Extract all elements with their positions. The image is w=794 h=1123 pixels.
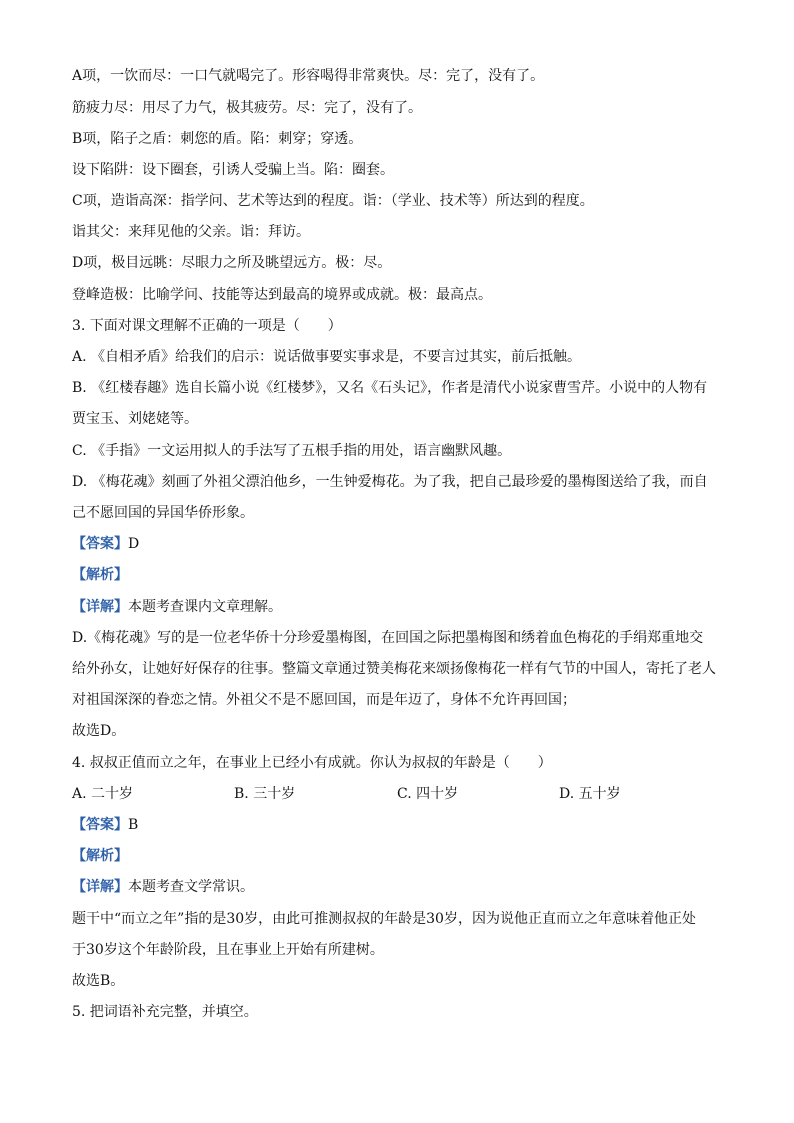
question-4-analysis [72,846,722,866]
question-4-option-b: B. 三十岁 [234,786,296,802]
explanation-a-contrast: 筋疲力尽：用尽了力气，极其疲劳。尽：完了，没有了。 [72,100,422,116]
question-4-conclusion: 故选B。 [72,973,125,989]
analysis-tag: 【解析】 [72,848,128,864]
question-4-answer [72,815,722,835]
question-3-option-d-line-1: D. 《梅花魂》刻画了外祖父漂泊他乡，一生钟爱梅花。为了我，把自己最珍爱的墨梅图送给了我，而自 [72,474,708,490]
question-3-option-c: C. 《手指》一文运用拟人的手法写了五根手指的用处，语言幽默风趣。 [72,443,512,459]
detail-text: 本题考查课内文章理解。 [128,599,282,615]
detail-text: 本题考查文学常识。 [128,879,254,895]
question-4-explain-line-2: 于30岁这个年龄阶段，且在事业上开始有所建树。 [72,942,384,958]
answer-value: D [128,536,140,552]
question-3-detail-d-line-2: 给外孙女，让她好好保存的往事。整篇文章通过赞美梅花来颂扬像梅花一样有气节的中国人，寄托了老人 [72,661,716,677]
question-3-detail-d-line-3: 对祖国深深的眷恋之情。外祖父不是不愿回国，而是年迈了，身体不允许再回国； [72,692,576,708]
explanation-b-item: B项，陷子之盾：刺您的盾。陷：刺穿；穿透。 [72,131,363,147]
explanation-d-item: D项，极目远眺：尽眼力之所及眺望远方。极：尽。 [72,255,392,271]
question-4-option-a: A. 二十岁 [72,786,134,802]
answer-tag: 【答案】 [72,536,128,552]
question-3-detail-d-line-1: D.《梅花魂》写的是一位老华侨十分珍爱墨梅图，在回国之际把墨梅图和绣着血色梅花的手绢郑重地交 [72,630,704,646]
explanation-c-item: C项，造诣高深：指学问、艺术等达到的程度。诣：（学业、技术等）所达到的程度。 [72,193,594,209]
explanation-d-contrast: 登峰造极：比喻学问、技能等达到最高的境界或成就。极：最高点。 [72,287,492,303]
question-3-option-a: A. 《自相矛盾》给我们的启示：说话做事要实事求是，不要言过其实，前后抵触。 [72,349,582,365]
question-3-option-b-line-2: 贾宝玉、刘姥姥等。 [72,411,198,427]
detail-tag: 【详解】 [72,599,128,615]
question-4-options [72,784,722,804]
detail-tag: 【详解】 [72,879,128,895]
answer-value: B [128,817,139,833]
explanation-c-contrast: 诣其父：来拜见他的父亲。诣：拜访。 [72,224,310,240]
question-4-option-c: C. 四十岁 [397,786,459,802]
question-4-explain-line-1: 题干中“而立之年”指的是30岁，由此可推测叔叔的年龄是30岁，因为说他正直而立之年意味着他正处 [72,911,696,927]
question-3-conclusion: 故选D。 [72,723,126,739]
explanation-a-item: A项，一饮而尽：一口气就喝完了。形容喝得非常爽快。尽：完了，没有了。 [72,68,545,84]
question-5-stem: 5. 把词语补充完整，并填空。 [72,1004,258,1020]
question-3-option-d-line-2: 己不愿回国的异国华侨形象。 [72,505,254,521]
question-4-detail [72,877,722,897]
question-3-detail [72,597,722,617]
question-3-analysis [72,565,722,585]
question-3-answer [72,534,722,554]
question-4-option-d: D. 五十岁 [559,786,621,802]
analysis-tag: 【解析】 [72,567,128,583]
question-4-stem: 4. 叔叔正值而立之年，在事业上已经小有成就。你认为叔叔的年龄是（ ） [72,755,552,771]
question-3-option-b-line-1: B. 《红楼春趣》选自长篇小说《红楼梦》，又名《石头记》，作者是清代小说家曹雪芹。小说中的人物有 [72,380,708,396]
explanation-b-contrast: 设下陷阱：设下圈套，引诱人受骗上当。陷：圈套。 [72,162,394,178]
question-3-stem: 3. 下面对课文理解不正确的一项是（ ） [72,318,342,334]
answer-tag: 【答案】 [72,817,128,833]
